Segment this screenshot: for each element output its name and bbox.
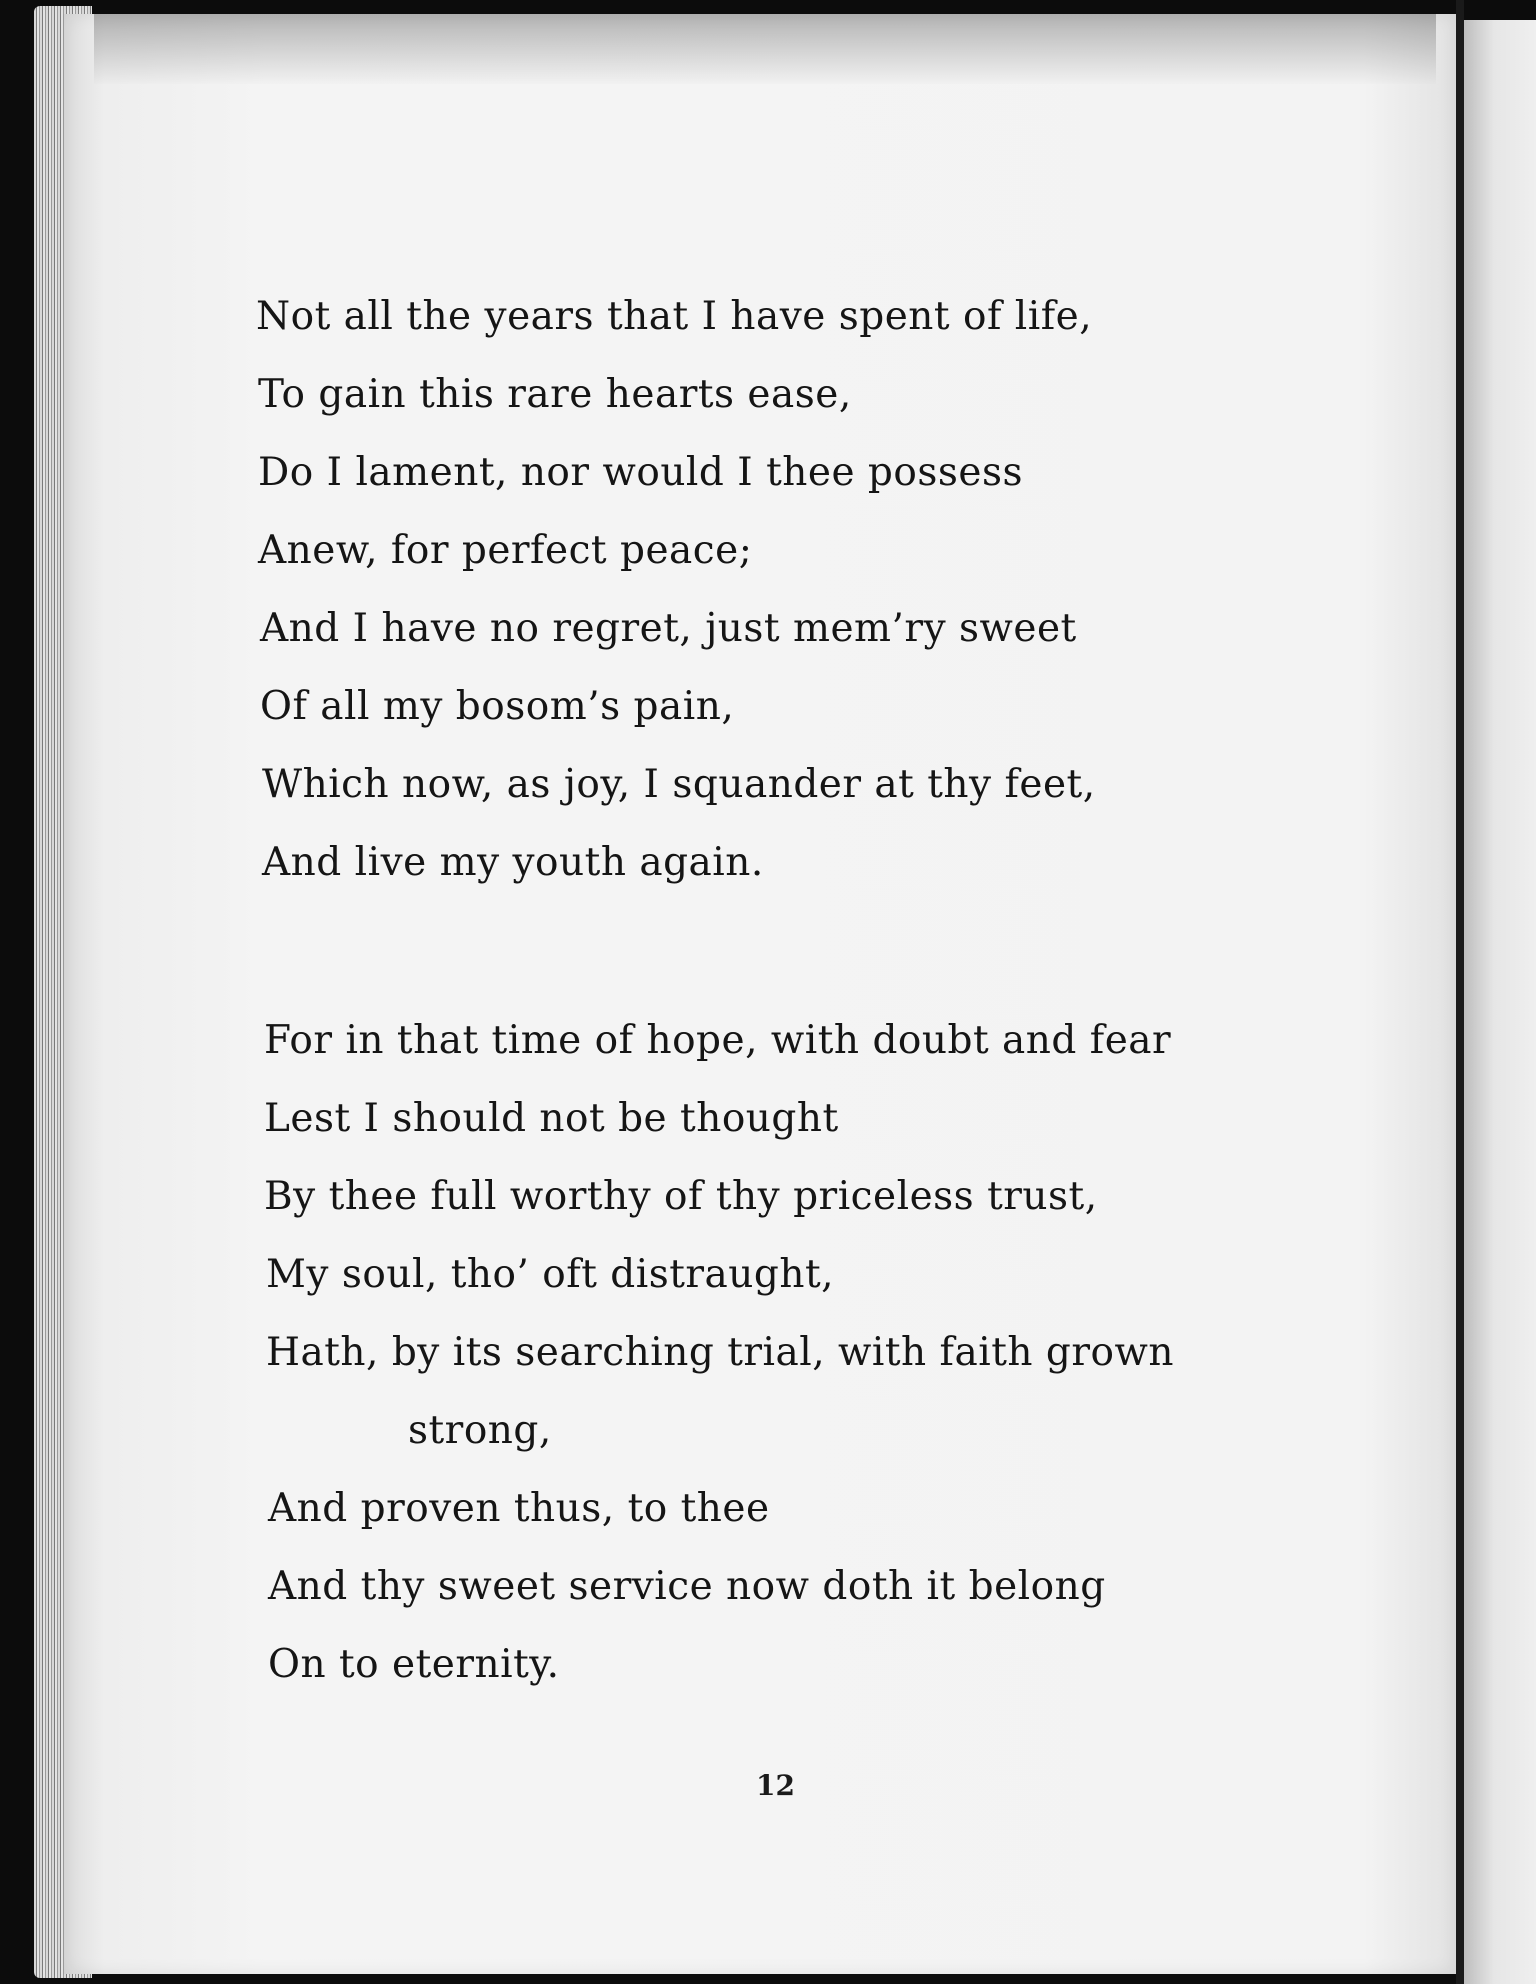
poem-line: Lest I should not be thought <box>264 1096 839 1141</box>
facing-page-edge <box>1464 20 1536 1984</box>
page-number: 12 <box>756 1769 795 1802</box>
poem-line: For in that time of hope, with doubt and fear <box>264 1018 1172 1063</box>
poem-line: And live my youth again. <box>262 840 764 885</box>
poem-line: strong, <box>408 1408 552 1453</box>
poem-line: Hath, by its searching trial, with faith grown <box>266 1330 1174 1375</box>
poem-line: Which now, as joy, I squander at thy feet, <box>262 762 1096 807</box>
poem-line: Do I lament, nor would I thee possess <box>258 450 1024 495</box>
poem-line: My soul, tho’ oft distraught, <box>266 1252 835 1297</box>
book-page <box>64 14 1456 1974</box>
book-spine <box>1456 0 1464 1984</box>
poem-line: And proven thus, to thee <box>268 1486 770 1531</box>
poem-line: And thy sweet service now doth it belong <box>268 1564 1106 1609</box>
poem-line: Not all the years that I have spent of life, <box>256 294 1093 339</box>
poem <box>64 14 1456 1974</box>
poem-line: On to eternity. <box>268 1642 560 1687</box>
poem-line: By thee full worthy of thy priceless trust, <box>264 1174 1098 1219</box>
poem-line: Anew, for perfect peace; <box>258 528 753 573</box>
poem-line: Of all my bosom’s pain, <box>260 684 735 729</box>
poem-line: And I have no regret, just mem’ry sweet <box>260 606 1077 651</box>
poem-line: To gain this rare hearts ease, <box>258 372 852 417</box>
